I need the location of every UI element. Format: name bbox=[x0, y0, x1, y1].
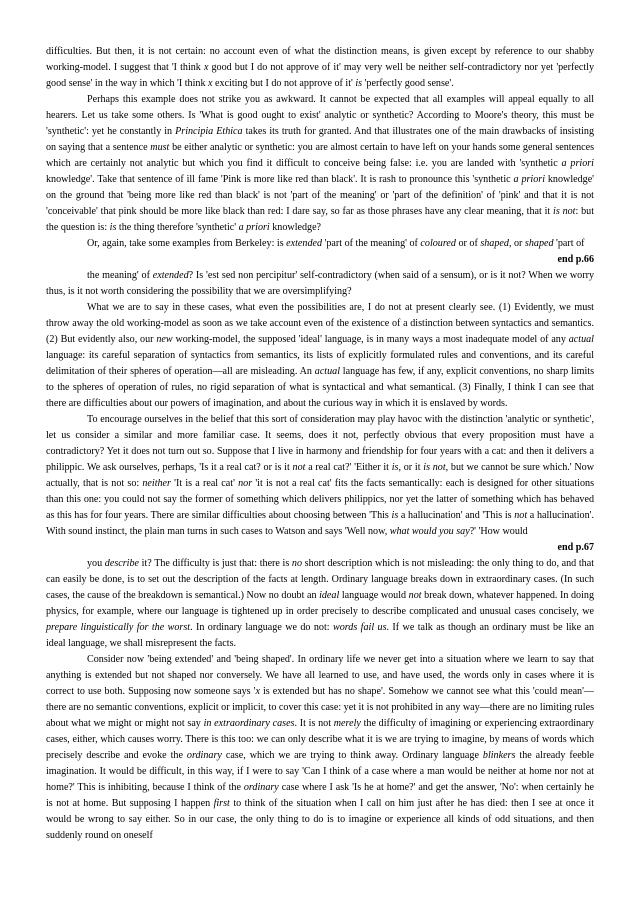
body-paragraph: difficulties. But then, it is not certain: no account even of what the distinction means, is given except by reference to our shabby working-model. I suggest that 'I think x good but I do not approve of it' may very well be neither self-contradictory nor yet 'perfectly good sense' in the way in which 'I think x exciting but I do not approve of it' is 'perfectly good sense'. bbox=[46, 46, 594, 89]
body-paragraph: To encourage ourselves in the belief that this sort of consideration may play havoc with the distinction 'analytic or synthetic', let us consider a similar and more familiar case. It seems, does it not, perfectly obvious that every proposition must have a contradictory? Yet it does not turn out so. Suppose that I live in harmony and friendship for four years with a cat: and then it delivers a philippic. We ask ourselves, perhaps, 'Is it a real cat? or is it not a real cat?' 'Either it is, or it is not, but we cannot be sure which.' Now actually, that is not so: neither 'It is a real cat' nor 'it is not a real cat' fits the facts semantically: each is designed for other situations than this one: you could not say the former of something which delivers philippics, nor yet the latter of something which has behaved as this has for four years. There are similar difficulties about choosing between 'This is a hallucination' and 'This is not a hallucination'. With sound instinct, the plain man turns in such cases to Watson and says 'Well now, what would you say?' 'How would bbox=[46, 414, 595, 537]
page-marker: end p.67 bbox=[557, 542, 594, 553]
body-paragraph: Or, again, take some examples from Berkeley: is extended 'part of the meaning' of coloured or of shaped, or shaped 'part of bbox=[87, 238, 585, 249]
page-marker: end p.66 bbox=[557, 254, 594, 265]
document-page bbox=[46, 44, 594, 844]
body-paragraph: you describe it? The difficulty is just that: there is no short description which is not misleading: the only thing to do, and that can easily be done, is to set out the description of the facts at length. Ordinary language breaks down in extraordinary cases. (In such cases, the cause of the breakdown is semantical.) Now no doubt an ideal language would not break down, whatever happened. In doing physics, for example, where our language is tightened up in order precisely to describe complicated and unusual cases concisely, we prepare linguistically for the worst. In ordinary language we do not: words fail us. If we talk as though an ordinary must be like an ideal language, we shall misrepresent the facts. bbox=[46, 558, 595, 649]
body-paragraph: the meaning' of extended? Is 'est sed non percipitur' self-contradictory (when said of a sensum), or is it not? When we worry thus, is it not worth considering the possibility that we are oversimplifying? bbox=[46, 270, 594, 297]
body-paragraph: What we are to say in these cases, what even the possibilities are, I do not at present clearly see. (1) Evidently, we must throw away the old working-model as soon as we take account even of the existence of a distinction between syntactics and semantics. (2) But evidently also, our new working-model, the supposed 'ideal' language, is in many ways a most inadequate model of any actual language: its careful separation of syntactics from semantics, its lists of explicitly formulated rules and conventions, and its careful delimitation of their spheres of operation—all are misleading. An actual language has few, if any, explicit conventions, no sharp limits to the spheres of operation of rules, no rigid separation of what is syntactical and what semantical. (3) Finally, I think I can see that there are difficulties about our powers of imagination, and about the curious way in which it is enslaved by words. bbox=[46, 302, 594, 409]
body-paragraph: Perhaps this example does not strike you as awkward. It cannot be expected that all examples will appeal equally to all hearers. Let us take some others. Is 'What is good ought to exist' analytic or synthetic? According to Moore's theory, this must be 'synthetic': yet he constantly in Principia Ethica takes its truth for granted. And that illustrates one of the main drawbacks of insisting on saying that a sentence must be either analytic or synthetic: you are almost certain to have left on your hands some general sentences which are certainly not analytic but which you find it difficult to conceive being false: i.e. you are landed with 'synthetic a priori knowledge'. Take that sentence of ill fame 'Pink is more like red than black'. It is rash to pronounce this 'synthetic a priori knowledge' on the ground that 'being more like red than black' is not 'part of the meaning' or 'part of the definition' of 'pink' and that it is not 'conceivable' that pink should be more like black than red: I dare say, so far as those phrases have any clear meaning, that it is not: but the question is: is the thing therefore 'synthetic' a priori knowledge? bbox=[46, 94, 595, 233]
body-paragraph: Consider now 'being extended' and 'being shaped'. In ordinary life we never get into a situation where we learn to say that anything is extended but not shaped nor conversely. We have all learned to use, and have used, the words only in cases where it is correct to use both. Supposing now someone says 'x is extended but has no shape'. Somehow we cannot see what this 'could mean'—there are no semantic conventions, explicit or implicit, to cover this case: yet it is not prohibited in any way—there are no limiting rules about what we might or might not say in extraordinary cases. It is not merely the difficulty of imagining or experiencing extraordinary cases, either, which causes worry. There is this too: we can only describe what it is we are trying to imagine, by means of words which precisely describe and evoke the ordinary case, which we are trying to think away. Ordinary language blinkers the already feeble imagination. It would be difficult, in this way, if I were to say 'Can I think of a case where a man would be neither at home nor not at home?' This is inhibiting, because I think of the ordinary case where I ask 'Is he at home?' and get the answer, 'No': when certainly he is not at home. But supposing I happen first to think of the situation when I call on him just after he has died: then I see at once it would be wrong to say either. So in our case, the only thing to do is to imagine or experience all kinds of odd situations, and then suddenly round on oneself bbox=[46, 654, 595, 841]
